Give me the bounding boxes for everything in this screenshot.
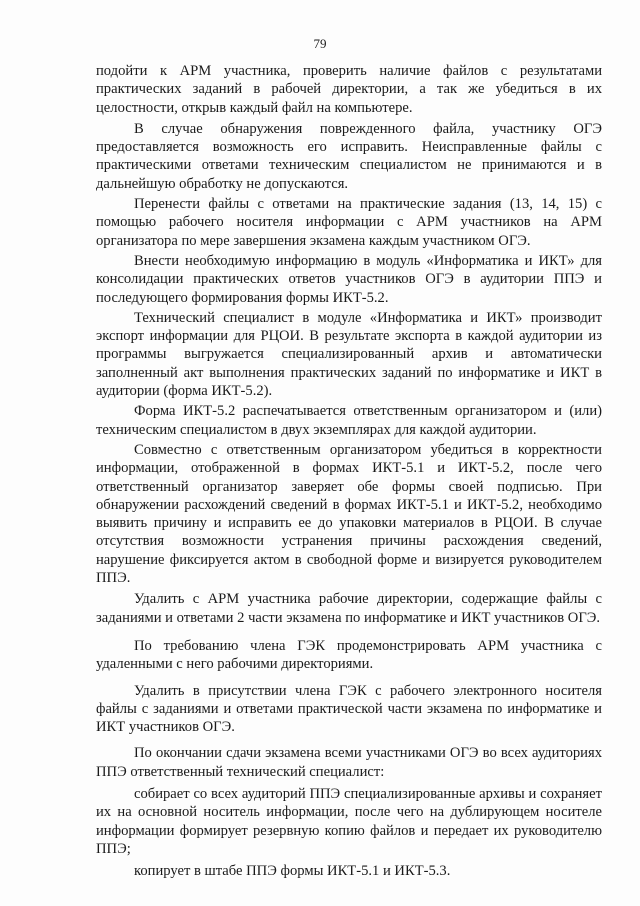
paragraph-1: подойти к АРМ участника, проверить наличие файлов с результатами практических заданий в рабочей директории, а так же убедиться в их целостности, открыв каждый файл на компьютере.: [96, 63, 602, 116]
paragraph-3: Перенести файлы с ответами на практические задания (13, 14, 15) с помощью рабочего носителя информации с АРМ участников на АРМ организатора по мере завершения экзамена каждым участником ОГЭ.: [96, 196, 602, 249]
paragraph-12: собирает со всех аудиторий ППЭ специализированные архивы и сохраняет их на основной носитель информации, после чего на дублирующем носителе информации формирует резервную копию файлов и передает их руководителю ППЭ;: [96, 785, 602, 857]
paragraph-6: Форма ИКТ-5.2 распечатывается ответственным организатором и (или) техническим специалистом в двух экземплярах для каждой аудитории.: [96, 403, 602, 438]
paragraph-2: В случае обнаружения поврежденного файла, участнику ОГЭ предоставляется возможность его исправить. Неисправленные файлы с практическими ответами техническим специалистом не принимаются и в дальнейшую обработку не допускаются.: [96, 120, 602, 192]
paragraph-4: Внести необходимую информацию в модуль «Информатика и ИКТ» для консолидации практических ответов участников ОГЭ в аудитории ППЭ и последующего формирования формы ИКТ-5.2.: [96, 252, 602, 306]
page-number: 79: [313, 36, 327, 51]
paragraph-9: По требованию члена ГЭК продемонстрировать АРМ участника с удаленными с него рабочими директориями.: [96, 637, 602, 673]
body-text: [96, 62, 602, 880]
paragraph-5: Технический специалист в модуле «Информатика и ИКТ» производит экспорт информации для РЦОИ. В результате экспорта в каждой аудитории из программы выгружается специализированный архив и автоматически заполненный акт выполнения практических заданий по информатике и ИКТ в аудитории (форма ИКТ-5.2).: [96, 309, 602, 400]
paragraph-13: копирует в штабе ППЭ формы ИКТ-5.1 и ИКТ-5.3.: [134, 863, 451, 880]
paragraph-8: Удалить с АРМ участника рабочие директории, содержащие файлы с заданиями и ответами 2 части экзамена по информатике и ИКТ участников ОГЭ.: [96, 591, 602, 626]
paragraph-11: По окончании сдачи экзамена всеми участниками ОГЭ во всех аудиториях ППЭ ответственный технический специалист:: [96, 745, 602, 780]
paragraph-7: Совместно с ответственным организатором убедиться в корректности информации, отображенной в формах ИКТ-5.1 и ИКТ-5.2, после чего ответственный организатор заверяет обе формы своей подписью. При обнаружении расхождений сведений в формах ИКТ-5.1 и ИКТ-5.2, необходимо выявить причину и исправить ее до упаковки материалов в РЦОИ. В случае отсутствия возможности устранения причины расхождения сведений, нарушение фиксируется актом в свободной форме и визируется руководителем ППЭ.: [96, 441, 602, 587]
paragraph-10: Удалить в присутствии члена ГЭК с рабочего электронного носителя файлы с заданиями и ответами практической части экзамена по информатике и ИКТ участников ОГЭ.: [96, 682, 602, 736]
